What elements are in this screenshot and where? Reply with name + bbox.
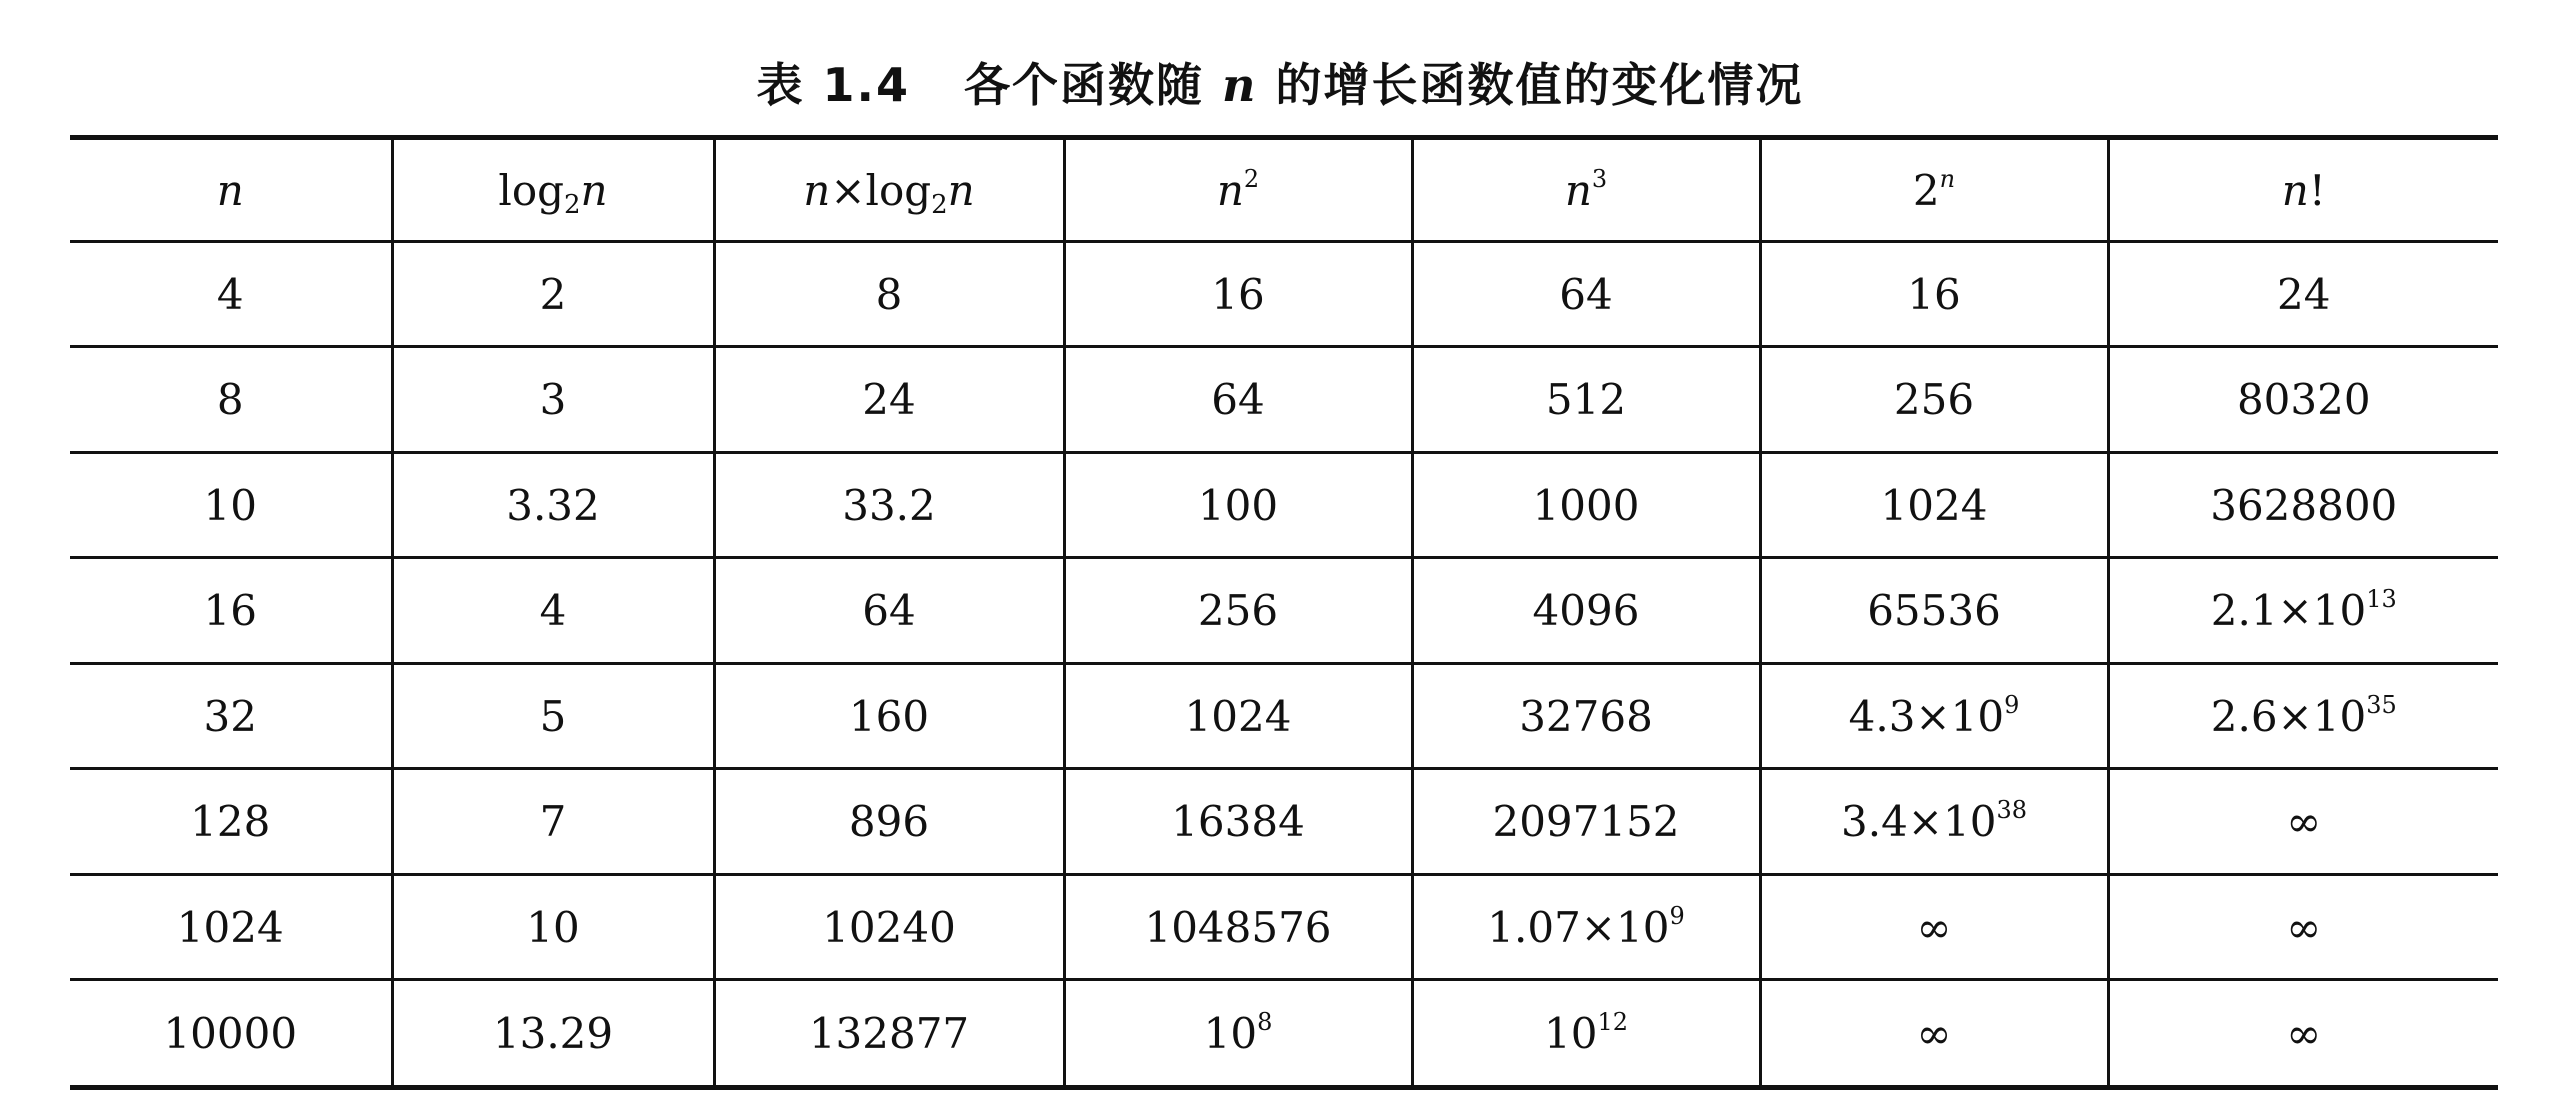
cell-n: 32 bbox=[70, 663, 392, 768]
cell-nlog2n: 8 bbox=[714, 242, 1064, 347]
table-row bbox=[70, 874, 2498, 979]
header-nlog2n: $n\times\log_2n$ bbox=[714, 138, 1064, 242]
cell-log2n: 13.29 bbox=[392, 980, 714, 1088]
cell-n-squared: 100 bbox=[1064, 452, 1412, 557]
cell-n-factorial: 3628800 bbox=[2108, 452, 2498, 557]
caption-text-pre: 各个函数随 bbox=[964, 58, 1223, 112]
cell-nlog2n: 132877 bbox=[714, 980, 1064, 1088]
cell-n-cubed: 64 bbox=[1412, 242, 1760, 347]
cell-two-pow-n: 256 bbox=[1760, 347, 2108, 452]
cell-n: 4 bbox=[70, 242, 392, 347]
cell-n-cubed: $10^{12}$ bbox=[1412, 980, 1760, 1088]
cell-log2n: 7 bbox=[392, 769, 714, 874]
header-n-squared: $n^2$ bbox=[1064, 138, 1412, 242]
cell-n-factorial: $2.1\times 10^{13}$ bbox=[2108, 558, 2498, 663]
cell-two-pow-n: ∞ bbox=[1760, 980, 2108, 1088]
cell-nlog2n: 896 bbox=[714, 769, 1064, 874]
cell-nlog2n: 33.2 bbox=[714, 452, 1064, 557]
cell-n-factorial: ∞ bbox=[2108, 874, 2498, 979]
header-row bbox=[70, 138, 2498, 242]
cell-two-pow-n: 16 bbox=[1760, 242, 2108, 347]
cell-log2n: 4 bbox=[392, 558, 714, 663]
cell-nlog2n: 10240 bbox=[714, 874, 1064, 979]
cell-n-factorial: $2.6\times 10^{35}$ bbox=[2108, 663, 2498, 768]
cell-nlog2n: 160 bbox=[714, 663, 1064, 768]
cell-n-squared: 1024 bbox=[1064, 663, 1412, 768]
cell-n-cubed: $1.07\times 10^9$ bbox=[1412, 874, 1760, 979]
header-n-cubed: $n^3$ bbox=[1412, 138, 1760, 242]
header-n: n bbox=[70, 138, 392, 242]
cell-n-factorial: ∞ bbox=[2108, 980, 2498, 1088]
cell-two-pow-n: $3.4\times 10^{38}$ bbox=[1760, 769, 2108, 874]
cell-log2n: 10 bbox=[392, 874, 714, 979]
cell-log2n: 3.32 bbox=[392, 452, 714, 557]
table-row bbox=[70, 558, 2498, 663]
cell-n-squared: 256 bbox=[1064, 558, 1412, 663]
growth-table bbox=[70, 135, 2498, 1090]
cell-n: 128 bbox=[70, 769, 392, 874]
cell-n-factorial: ∞ bbox=[2108, 769, 2498, 874]
caption-variable: n bbox=[1222, 58, 1258, 112]
cell-n-squared: 16384 bbox=[1064, 769, 1412, 874]
cell-log2n: 3 bbox=[392, 347, 714, 452]
cell-n: 8 bbox=[70, 347, 392, 452]
cell-n: 10000 bbox=[70, 980, 392, 1088]
cell-two-pow-n: $4.3\times 10^9$ bbox=[1760, 663, 2108, 768]
cell-nlog2n: 24 bbox=[714, 347, 1064, 452]
cell-n: 1024 bbox=[70, 874, 392, 979]
cell-log2n: 5 bbox=[392, 663, 714, 768]
header-log2n: $\log_2n$ bbox=[392, 138, 714, 242]
cell-n-factorial: 24 bbox=[2108, 242, 2498, 347]
cell-n: 10 bbox=[70, 452, 392, 557]
cell-n-factorial: 80320 bbox=[2108, 347, 2498, 452]
cell-n-squared: $10^8$ bbox=[1064, 980, 1412, 1088]
table-row bbox=[70, 452, 2498, 557]
header-two-pow-n: 2$^n$ bbox=[1760, 138, 2108, 242]
table-row bbox=[70, 242, 2498, 347]
header-n-factorial: n! bbox=[2108, 138, 2498, 242]
cell-n-cubed: 32768 bbox=[1412, 663, 1760, 768]
cell-n-squared: 1048576 bbox=[1064, 874, 1412, 979]
table-row bbox=[70, 980, 2498, 1088]
cell-n-cubed: 512 bbox=[1412, 347, 1760, 452]
cell-n: 16 bbox=[70, 558, 392, 663]
caption-text-post: 的增长函数值的变化情况 bbox=[1257, 58, 1804, 112]
table-row bbox=[70, 347, 2498, 452]
cell-two-pow-n: 1024 bbox=[1760, 452, 2108, 557]
cell-log2n: 2 bbox=[392, 242, 714, 347]
cell-two-pow-n: ∞ bbox=[1760, 874, 2108, 979]
cell-nlog2n: 64 bbox=[714, 558, 1064, 663]
table-row bbox=[70, 769, 2498, 874]
cell-n-squared: 64 bbox=[1064, 347, 1412, 452]
table-caption bbox=[0, 50, 2560, 120]
cell-n-squared: 16 bbox=[1064, 242, 1412, 347]
cell-n-cubed: 1000 bbox=[1412, 452, 1760, 557]
cell-n-cubed: 2097152 bbox=[1412, 769, 1760, 874]
cell-n-cubed: 4096 bbox=[1412, 558, 1760, 663]
table-row bbox=[70, 663, 2498, 768]
cell-two-pow-n: 65536 bbox=[1760, 558, 2108, 663]
caption-label: 表 1.4 bbox=[756, 58, 910, 112]
